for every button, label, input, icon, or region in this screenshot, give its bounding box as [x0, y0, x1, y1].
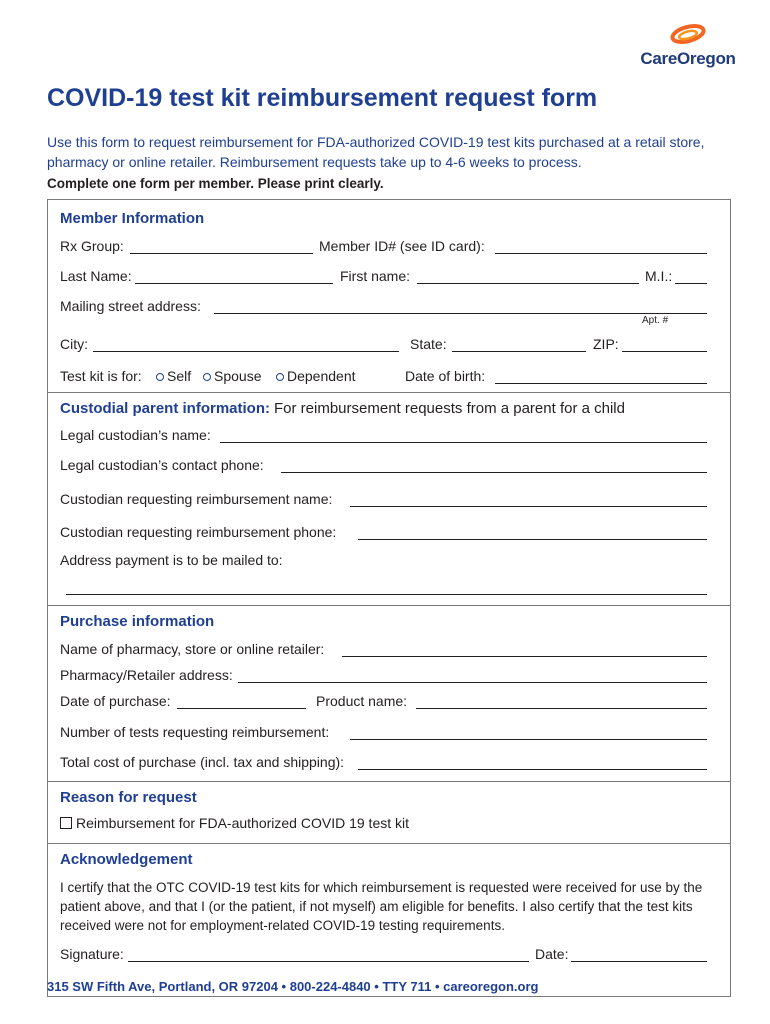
rx-group-field[interactable] [130, 253, 313, 254]
kit-for-label: Test kit is for: [60, 368, 142, 384]
custodian-phone-label: Legal custodian’s contact phone: [60, 457, 264, 473]
product-name-label: Product name: [316, 693, 408, 709]
pharmacy-address-field[interactable] [238, 682, 707, 683]
page-title: COVID-19 test kit reimbursement request form [47, 84, 598, 112]
num-tests-label: Number of tests requesting reimbursement: [60, 724, 330, 740]
mailing-address-field[interactable] [214, 313, 707, 314]
pharmacy-address-label: Pharmacy/Retailer address: [60, 667, 233, 683]
mi-field[interactable] [675, 283, 707, 284]
member-id-field[interactable] [495, 253, 707, 254]
custodial-heading: Custodial parent information: For reimbursement requests from a parent for a child [60, 400, 625, 417]
zip-label: ZIP: [593, 336, 619, 352]
mail-address-field[interactable] [66, 594, 707, 595]
instruction-text: Complete one form per member. Please print clearly. [47, 176, 384, 191]
purchase-date-field[interactable] [177, 708, 306, 709]
requesting-phone-field[interactable] [358, 539, 707, 540]
signature-field[interactable] [128, 961, 529, 962]
section-divider [48, 781, 730, 782]
reimbursement-checkbox[interactable]: Reimbursement for FDA-authorized COVID 19 test kit [60, 815, 409, 831]
sign-date-field[interactable] [571, 961, 707, 962]
custodial-subheading: For reimbursement requests from a parent for a child [274, 400, 625, 417]
total-cost-label: Total cost of purchase (incl. tax and shipping): [60, 754, 345, 770]
member-id-label: Member ID# (see ID card): [319, 238, 485, 254]
rx-group-label: Rx Group: [60, 238, 124, 254]
state-label: State: [410, 336, 447, 352]
custodian-name-label: Legal custodian’s name: [60, 427, 211, 443]
zip-field[interactable] [622, 351, 707, 352]
radio-circle-icon [156, 373, 164, 381]
custodian-name-field[interactable] [220, 442, 707, 443]
custodian-phone-field[interactable] [281, 472, 707, 473]
first-name-label: First name: [340, 268, 411, 284]
purchase-date-label: Date of purchase: [60, 693, 171, 709]
radio-circle-icon [203, 373, 211, 381]
purchase-heading: Purchase information [60, 613, 215, 630]
state-field[interactable] [452, 351, 586, 352]
sign-date-label: Date: [535, 946, 569, 962]
first-name-field[interactable] [417, 283, 639, 284]
section-divider [48, 605, 730, 606]
apt-label: Apt. # [642, 315, 669, 326]
careoregon-logo [638, 20, 738, 70]
city-label: City: [60, 336, 88, 352]
requesting-phone-label: Custodian requesting reimbursement phone: [60, 524, 337, 540]
dob-field[interactable] [495, 383, 707, 384]
checkbox-icon [60, 817, 72, 829]
num-tests-field[interactable] [350, 739, 707, 740]
reason-heading: Reason for request [60, 789, 197, 806]
mail-address-label: Address payment is to be mailed to: [60, 552, 283, 568]
ack-text: I certify that the OTC COVID-19 test kits for which reimbursement is requested were received for use by the patient above, and that I (or the patient, if not myself) am eligible for benefits. I also certify that the test kits received were not for employment-related COVID-19 testing requirements. [60, 880, 703, 933]
signature-label: Signature: [60, 946, 124, 962]
radio-circle-icon [276, 373, 284, 381]
logo-swirl-icon [638, 20, 738, 52]
logo-wordmark: CareOregon [640, 49, 736, 68]
radio-spouse[interactable]: Spouse [203, 368, 261, 384]
city-field[interactable] [93, 351, 399, 352]
last-name-field[interactable] [135, 283, 333, 284]
requesting-name-label: Custodian requesting reimbursement name: [60, 491, 333, 507]
section-divider [48, 392, 730, 393]
dob-label: Date of birth: [405, 368, 486, 384]
member-heading: Member Information [60, 210, 205, 227]
pharmacy-name-field[interactable] [342, 656, 707, 657]
intro-text: Use this form to request reimbursement for FDA-authorized COVID-19 test kits purchased at a retail store, pharmacy or online retailer. Reimbursement requests take up to 4-6 weeks to process. [47, 134, 705, 170]
ack-heading: Acknowledgement [60, 851, 193, 868]
requesting-name-field[interactable] [350, 506, 707, 507]
mailing-address-label: Mailing street address: [60, 298, 201, 314]
mi-label: M.I.: [645, 268, 673, 284]
radio-self[interactable]: Self [156, 368, 191, 384]
form-box [47, 199, 731, 997]
last-name-label: Last Name: [60, 268, 132, 284]
section-divider [48, 843, 730, 844]
footer-contact: 315 SW Fifth Ave, Portland, OR 97204 • 800-224-4840 • TTY 711 • careoregon.org [47, 979, 539, 994]
total-cost-field[interactable] [358, 769, 707, 770]
pharmacy-name-label: Name of pharmacy, store or online retailer: [60, 641, 325, 657]
product-name-field[interactable] [416, 708, 707, 709]
radio-dependent[interactable]: Dependent [276, 368, 356, 384]
